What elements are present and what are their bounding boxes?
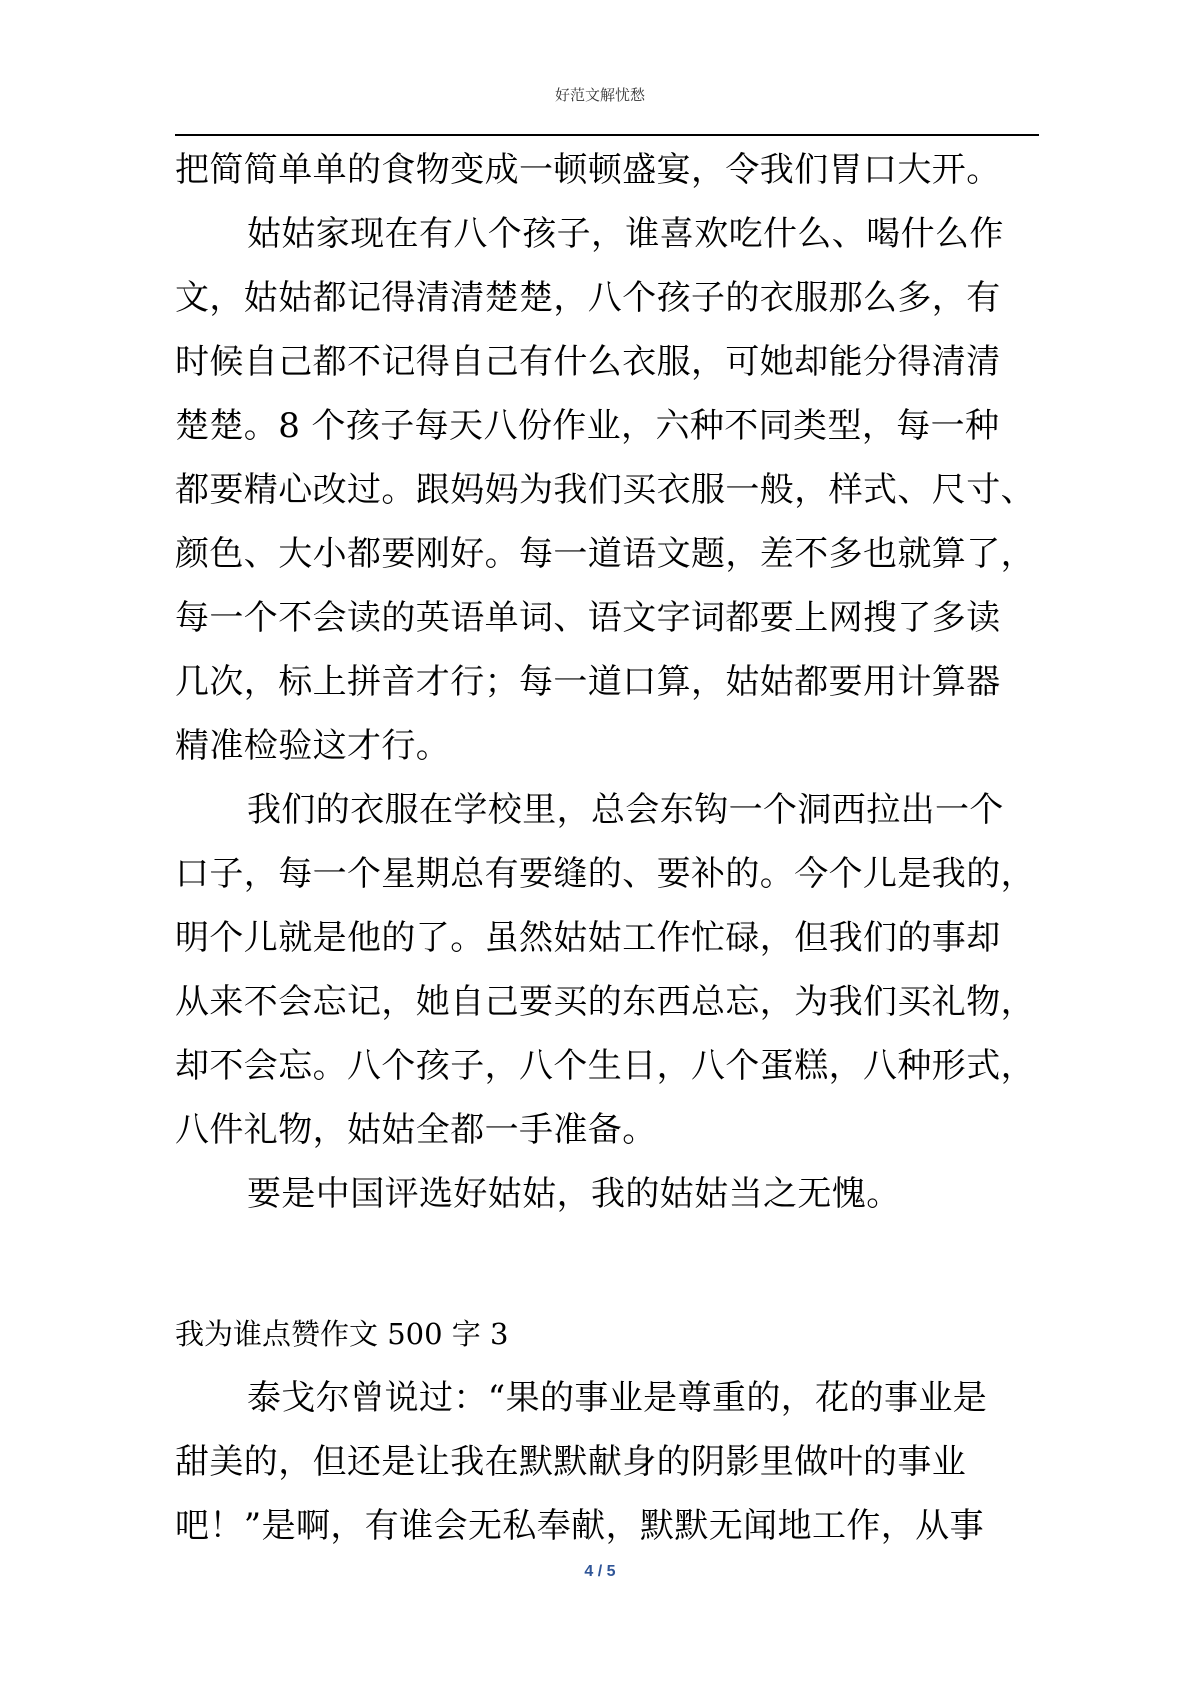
- paragraph: [175, 202, 1039, 778]
- text-line: 八件礼物，姑姑全都一手准备。: [175, 1110, 657, 1150]
- document-body: [175, 138, 1039, 1558]
- section-heading: 我为谁点赞作文 500 字 3: [175, 1317, 509, 1351]
- text-line: 甜美的，但还是让我在默默献身的阴影里做叶的事业: [175, 1442, 967, 1482]
- paragraph-spacer: [175, 1226, 1039, 1290]
- text-line: 却不会忘。八个孩子，八个生日，八个蛋糕，八种形式，: [175, 1046, 1035, 1086]
- text-line: 吧！”是啊，有谁会无私奉献，默默无闻地工作，从事: [175, 1506, 984, 1546]
- text-line: 把简简单单的食物变成一顿顿盛宴，令我们胃口大开。: [175, 150, 1001, 190]
- text-line: 几次，标上拼音才行；每一道口算，姑姑都要用计算器: [175, 662, 1001, 702]
- text-line: 泰戈尔曾说过：“果的事业是尊重的，花的事业是: [247, 1378, 988, 1418]
- text-line: 颜色、大小都要刚好。每一道语文题，差不多也就算了，: [175, 534, 1035, 574]
- text-line: 每一个不会读的英语单词、语文字词都要上网搜了多读: [175, 598, 1001, 638]
- text-line: 明个儿就是他的了。虽然姑姑工作忙碌，但我们的事却: [175, 918, 1001, 958]
- header-divider: [175, 134, 1039, 136]
- text-line: 文，姑姑都记得清清楚楚，八个孩子的衣服那么多，有: [175, 278, 1001, 318]
- page-number: 4 / 5: [584, 1563, 616, 1580]
- paragraph: [175, 1366, 1039, 1558]
- text-line: 都要精心改过。跟妈妈为我们买衣服一般，样式、尺寸、: [175, 470, 1035, 510]
- text-line: 我们的衣服在学校里，总会东钩一个洞西拉出一个: [247, 790, 1004, 830]
- text-line: 精准检验这才行。: [175, 726, 451, 766]
- text-line: 要是中国评选好姑姑，我的姑姑当之无愧。: [247, 1174, 901, 1214]
- text-line: 时候自己都不记得自己有什么衣服，可她却能分得清清: [175, 342, 1001, 382]
- page-header: 好范文解忧愁: [554, 86, 645, 104]
- text-line: 姑姑家现在有八个孩子，谁喜欢吃什么、喝什么作: [247, 214, 1004, 254]
- text-line: 从来不会忘记，她自己要买的东西总忘，为我们买礼物，: [175, 982, 1035, 1022]
- paragraph: [175, 138, 1039, 202]
- paragraph: [175, 1162, 1039, 1226]
- text-line: 口子，每一个星期总有要缝的、要补的。今个儿是我的，: [175, 854, 1035, 894]
- paragraph: [175, 778, 1039, 1162]
- text-line: 楚楚。8 个孩子每天八份作业，六种不同类型，每一种: [175, 406, 1000, 446]
